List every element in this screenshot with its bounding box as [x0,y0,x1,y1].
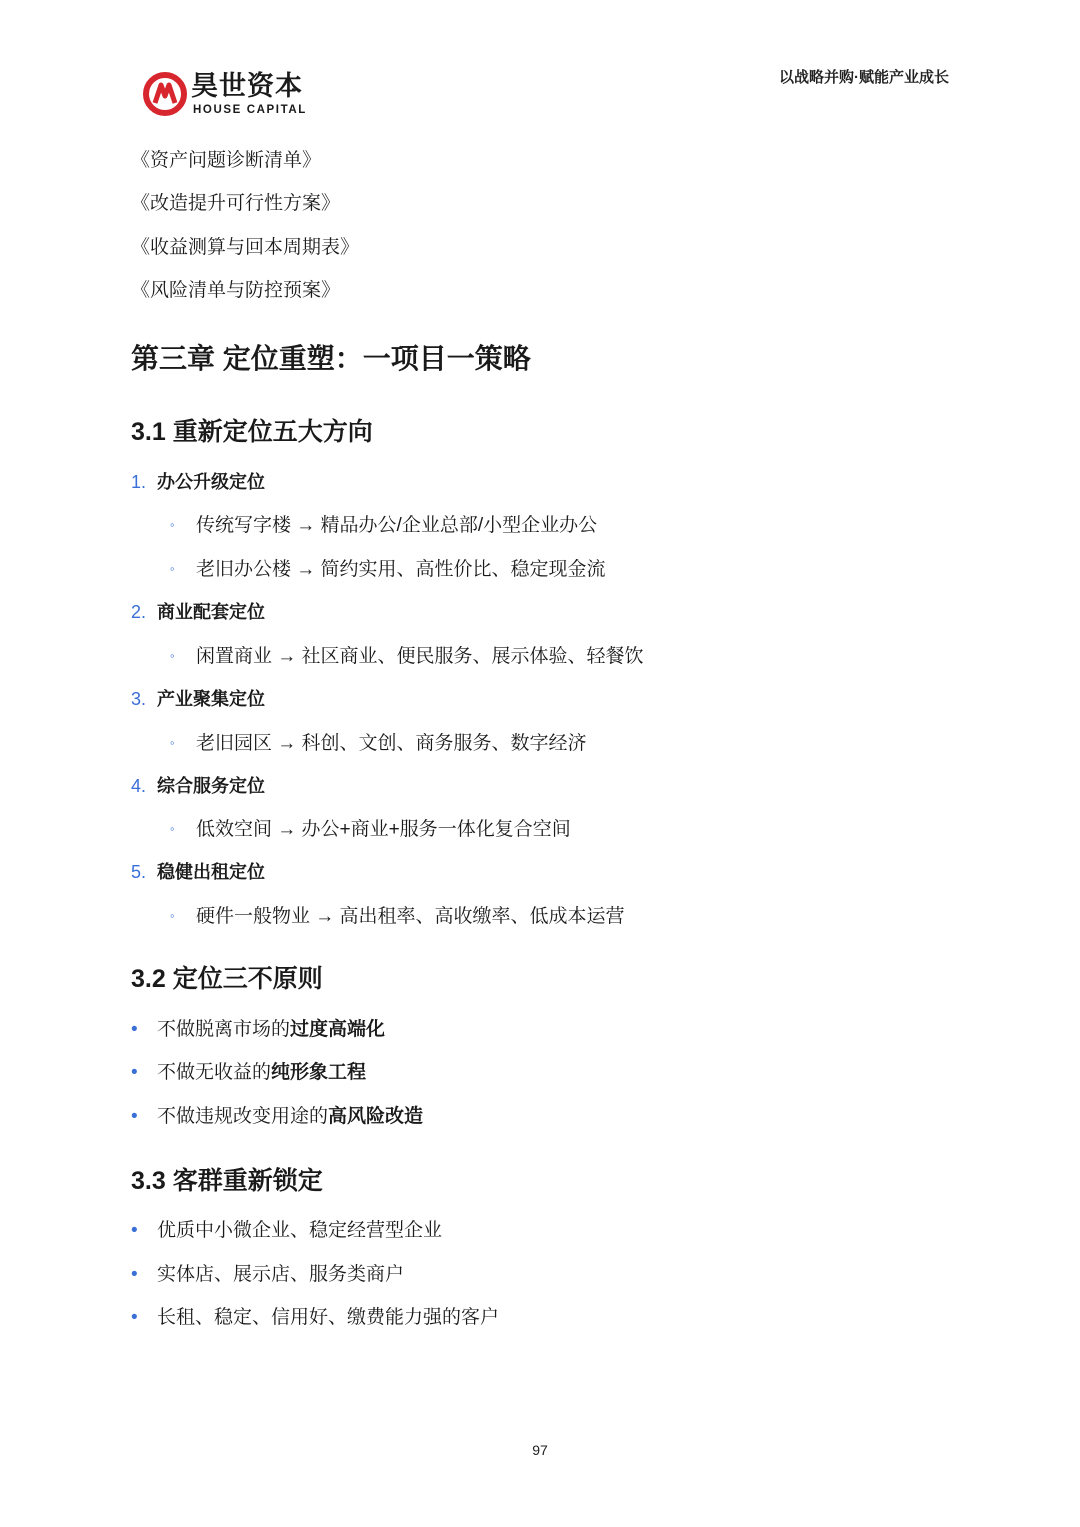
logo-english-name: HOUSE CAPITAL [193,104,307,116]
circle-bullet-icon: ◦ [170,648,175,663]
sub-bullet-item [170,730,587,757]
logo-mark-icon [143,72,187,116]
numbered-item [131,686,265,712]
numbered-item [131,773,265,799]
header-tagline: 以战略并购·赋能产业成长 [779,69,949,86]
sub-bullet-item [170,512,597,539]
sub-bullet-item [170,816,571,843]
item-number: 5. [131,862,147,882]
item-title: 产业聚集定位 [157,689,265,709]
numbered-item [131,859,265,885]
bullet-emphasis: 过度高端化 [290,1019,386,1040]
sub-item-text: 低效空间 → 办公+商业+服务一体化复合空间 [196,819,571,840]
circle-bullet-icon: ◦ [170,561,175,576]
bullet-item [131,1017,385,1043]
item-title: 稳健出租定位 [157,862,265,882]
sub-item-text: 硬件一般物业 → 高出租率、高收缴率、低成本运营 [196,906,625,927]
company-logo [143,68,313,120]
bullet-item [131,1060,366,1086]
bullet-text: 实体店、展示店、服务类商户 [157,1264,405,1285]
document-item: 《收益测算与回本周期表》 [131,237,360,258]
bullet-icon: • [131,1264,138,1285]
bullet-item [131,1218,442,1244]
circle-bullet-icon: ◦ [170,821,175,836]
sub-bullet-item [170,556,606,583]
bullet-icon: • [131,1106,138,1127]
sub-item-text: 闲置商业 → 社区商业、便民服务、展示体验、轻餐饮 [196,646,644,667]
item-title: 商业配套定位 [157,602,265,622]
sub-bullet-item [170,643,644,670]
circle-bullet-icon: ◦ [170,908,175,923]
item-number: 4. [131,776,147,796]
chapter-title: 第三章 定位重塑：一项目一策略 [131,343,531,374]
sub-item-text: 老旧园区 → 科创、文创、商务服务、数字经济 [196,733,587,754]
bullet-text: 长租、稳定、信用好、缴费能力强的客户 [157,1307,500,1328]
section-title: 3.1 重新定位五大方向 [131,418,373,446]
bullet-text: 不做脱离市场的 [157,1019,291,1040]
page-number: 97 [532,1442,548,1458]
bullet-item [131,1104,423,1130]
item-number: 2. [131,602,147,622]
bullet-icon: • [131,1307,138,1328]
document-item: 《资产问题诊断清单》 [131,150,322,171]
item-title: 综合服务定位 [157,776,265,796]
section-title: 3.3 客群重新锁定 [131,1167,323,1195]
circle-bullet-icon: ◦ [170,517,175,532]
bullet-text: 不做无收益的 [157,1062,272,1083]
bullet-icon: • [131,1019,138,1040]
sub-bullet-item [170,903,625,930]
circle-bullet-icon: ◦ [170,735,175,750]
bullet-emphasis: 高风险改造 [328,1106,424,1127]
item-number: 1. [131,472,147,492]
section-title: 3.2 定位三不原则 [131,965,323,993]
bullet-icon: • [131,1062,138,1083]
bullet-icon: • [131,1220,138,1241]
logo-chinese-name: 昊世资本 [191,71,303,101]
bullet-text: 优质中小微企业、稳定经营型企业 [157,1220,443,1241]
bullet-text: 不做违规改变用途的 [157,1106,329,1127]
bullet-item [131,1262,404,1288]
bullet-item [131,1305,499,1331]
numbered-item [131,599,265,625]
document-item: 《改造提升可行性方案》 [131,193,341,214]
item-title: 办公升级定位 [157,472,265,492]
sub-item-text: 老旧办公楼 → 简约实用、高性价比、稳定现金流 [196,559,606,580]
item-number: 3. [131,689,147,709]
numbered-item [131,469,265,495]
document-item: 《风险清单与防控预案》 [131,280,341,301]
sub-item-text: 传统写字楼 → 精品办公/企业总部/小型企业办公 [196,515,598,536]
bullet-emphasis: 纯形象工程 [271,1062,367,1083]
